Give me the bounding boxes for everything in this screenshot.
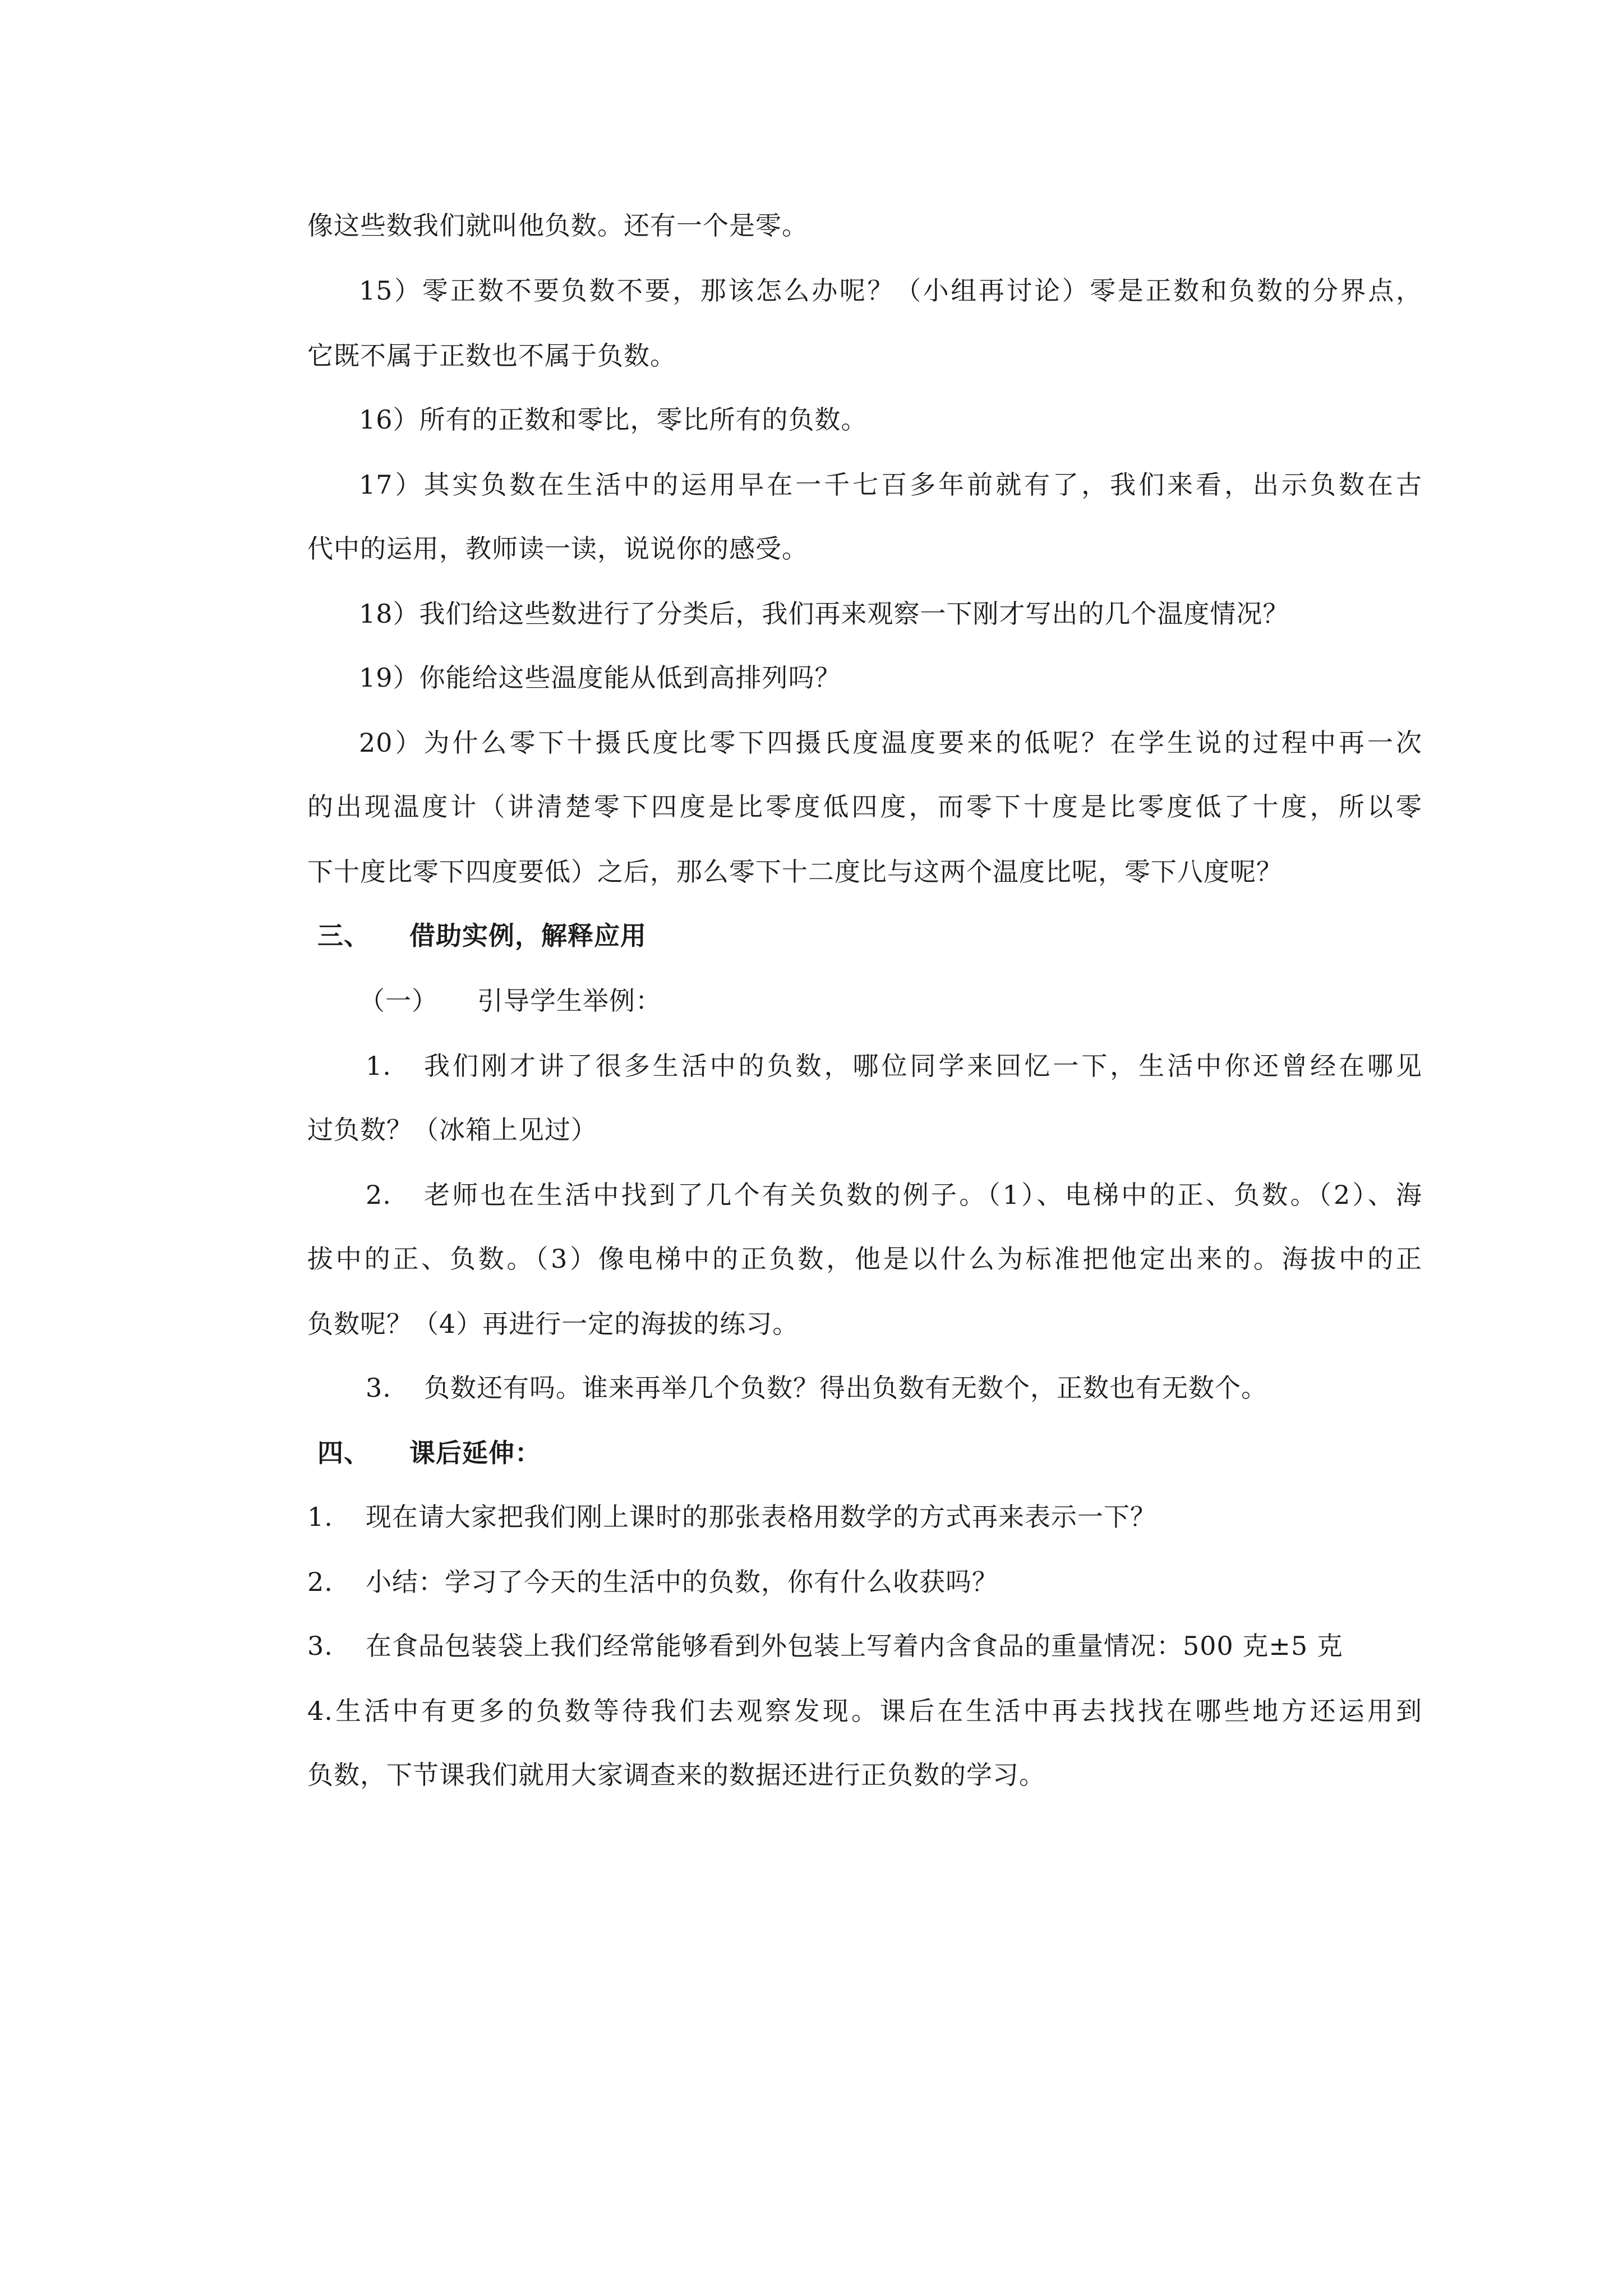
paragraph-line: 像这些数我们就叫他负数。还有一个是零。 bbox=[307, 210, 808, 241]
list-item-text: 过负数？（冰箱上见过） bbox=[307, 1115, 597, 1145]
section-title: 借助实例，解释应用 bbox=[409, 921, 647, 951]
list-item-text: 4.生活中有更多的负数等待我们去观察发现。课后在生活中再去找找在哪些地方还运用到 bbox=[307, 1696, 1422, 1726]
subsection-title: 引导学生举例： bbox=[477, 986, 662, 1016]
paragraph-line: 代中的运用，教师读一读，说说你的感受。 bbox=[307, 533, 808, 564]
paragraph-line: 它既不属于正数也不属于负数。 bbox=[307, 341, 676, 371]
list-item-text: 负数，下节课我们就用大家调查来的数据还进行正负数的学习。 bbox=[307, 1760, 1045, 1790]
list-item-number: 3. bbox=[307, 1631, 333, 1661]
section-heading-three bbox=[317, 919, 647, 953]
list-item-text: 小结：学习了今天的生活中的负数，你有什么收获吗？ bbox=[366, 1567, 998, 1597]
paragraph-line-item-20: 20）为什么零下十摄氏度比零下四摄氏度温度要来的低呢？在学生说的过程中再一次 bbox=[359, 728, 1422, 758]
section-number: 四、 bbox=[317, 1438, 370, 1468]
list-item-text: 现在请大家把我们刚上课时的那张表格用数学的方式再来表示一下？ bbox=[366, 1502, 1156, 1532]
list-item-text: 负数还有吗。谁来再举几个负数？得出负数有无数个，正数也有无数个。 bbox=[424, 1373, 1267, 1403]
paragraph-line-item-18: 18）我们给这些数进行了分类后，我们再来观察一下刚才写出的几个温度情况？ bbox=[359, 599, 1289, 629]
list-item-number: 2. bbox=[366, 1180, 391, 1210]
subsection-number: （一） bbox=[359, 986, 438, 1016]
paragraph-line: 下十度比零下四度要低）之后，那么零下十二度比与这两个温度比呢，零下八度呢？ bbox=[307, 857, 1283, 887]
section-number: 三、 bbox=[317, 921, 370, 951]
list-item-number: 1. bbox=[366, 1051, 391, 1081]
list-item-text: 我们刚才讲了很多生活中的负数，哪位同学来回忆一下，生活中你还曾经在哪见 bbox=[424, 1051, 1422, 1081]
list-item-text: 老师也在生活中找到了几个有关负数的例子。（1）、电梯中的正、负数。（2）、海 bbox=[424, 1180, 1422, 1210]
list-item-text: 拔中的正、负数。（3）像电梯中的正负数，他是以什么为标准把他定出来的。海拔中的正 bbox=[307, 1244, 1422, 1274]
list-item-number: 3. bbox=[366, 1373, 391, 1403]
list-item-number: 1. bbox=[307, 1502, 333, 1532]
section-title: 课后延伸： bbox=[409, 1438, 541, 1468]
paragraph-line-item-17: 17）其实负数在生活中的运用早在一千七百多年前就有了，我们来看，出示负数在古 bbox=[359, 470, 1422, 500]
section-heading-four bbox=[317, 1436, 541, 1470]
paragraph-line: 的出现温度计（讲清楚零下四度是比零度低四度，而零下十度是比零度低了十度，所以零 bbox=[307, 792, 1422, 822]
list-item-text: 在食品包装袋上我们经常能够看到外包装上写着内含食品的重量情况：500 克±5 克 bbox=[366, 1631, 1343, 1661]
paragraph-line-item-19: 19）你能给这些温度能从低到高排列吗？ bbox=[359, 662, 841, 693]
paragraph-line-item-15: 15）零正数不要负数不要，那该怎么办呢？（小组再讨论）零是正数和负数的分界点， bbox=[359, 275, 1422, 306]
paragraph-line-item-16: 16）所有的正数和零比，零比所有的负数。 bbox=[359, 404, 868, 435]
list-item-text: 负数呢？（4）再进行一定的海拔的练习。 bbox=[307, 1309, 799, 1339]
list-item-number: 2. bbox=[307, 1567, 333, 1597]
subsection-heading bbox=[359, 984, 662, 1018]
